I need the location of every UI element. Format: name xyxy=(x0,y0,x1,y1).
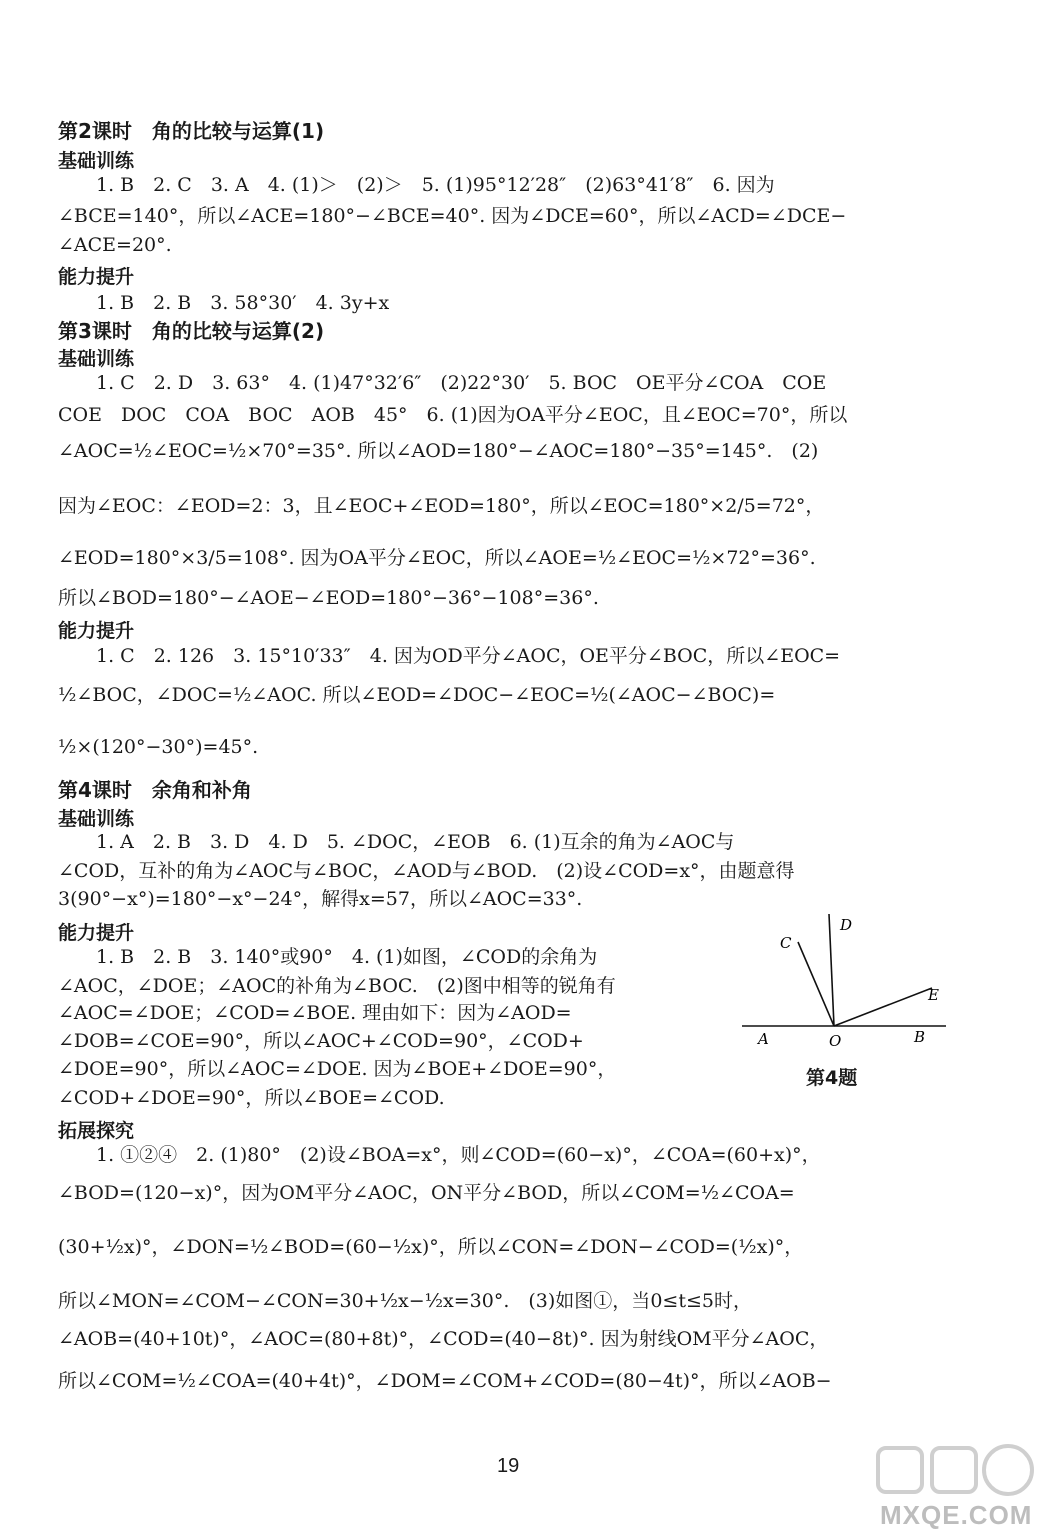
text-line: 1. ①②④ 2. (1)80° (2)设∠BOA=x°，则∠COD=(60−x)°，∠COA=(60+x)°， xyxy=(96,1144,821,1166)
text-line: ∠AOC=∠DOE；∠COD=∠BOE. 理由如下：因为∠AOD= xyxy=(58,1002,572,1024)
text-line: ∠COD+∠DOE=90°，所以∠BOE=∠COD. xyxy=(58,1087,445,1109)
text-line: COE DOC COA BOC AOB 45° 6. (1)因为OA平分∠EOC，且∠EOC=70°，所以 xyxy=(58,404,848,426)
text-line: ∠DOB=∠COE=90°，所以∠AOC+∠COD=90°，∠COD+ xyxy=(58,1030,584,1052)
label-e: E xyxy=(928,986,939,1004)
text-line: 3(90°−x°)=180°−x°−24°，解得x=57，所以∠AOC=33°. xyxy=(58,888,583,910)
ability-heading: 能力提升 xyxy=(58,266,135,288)
text-line: ∠AOB=(40+10t)°，∠AOC=(80+8t)°，∠COD=(40−8t)°. 因为射线OM平分∠AOC， xyxy=(58,1328,829,1350)
text-line: ∠ACE=20°. xyxy=(58,234,172,256)
text-line: 1. B 2. C 3. A 4. (1)＞ (2)＞ 5. (1)95°12′28″ (2)63°41′8″ 6. 因为 xyxy=(96,174,775,196)
text-line: 所以∠MON=∠COM−∠CON=30+½x−½x=30°. (3)如图①，当0≤t≤5时， xyxy=(58,1290,752,1312)
text-line: 1. C 2. D 3. 63° 4. (1)47°32′6″ (2)22°30′ 5. BOC OE平分∠COA COE xyxy=(96,372,827,394)
text-line: ½×(120°−30°)=45°. xyxy=(58,736,259,758)
label-b: B xyxy=(914,1028,926,1046)
text-line: ∠BCE=140°，所以∠ACE=180°−∠BCE=40°. 因为∠DCE=60°，所以∠ACD=∠DCE− xyxy=(58,205,847,227)
expand-explore-heading: 拓展探究 xyxy=(58,1120,135,1142)
lesson-3-title: 第3课时 角的比较与运算(2) xyxy=(58,319,325,343)
figure-caption: 第4题 xyxy=(806,1067,858,1089)
text-line: (30+½x)°，∠DON=½∠BOD=(60−½x)°，所以∠CON=∠DON−∠COD=(½x)°， xyxy=(58,1236,804,1258)
text-line: ½∠BOC，∠DOC=½∠AOC. 所以∠EOD=∠DOC−∠EOC=½(∠AOC−∠BOC)= xyxy=(58,684,776,706)
label-c: C xyxy=(780,934,792,952)
basic-training-heading: 基础训练 xyxy=(58,150,135,172)
text-line: ∠AOC=½∠EOC=½×70°=35°. 所以∠AOD=180°−∠AOC=180°−35°=145°. (2) xyxy=(58,440,819,462)
text-line: 1. C 2. 126 3. 15°10′33″ 4. 因为OD平分∠AOC，OE平分∠BOC，所以∠EOC= xyxy=(96,645,841,667)
text-line: 1. B 2. B 3. 58°30′ 4. 3y+x xyxy=(96,292,390,314)
label-d: D xyxy=(840,916,853,934)
basic-training-heading: 基础训练 xyxy=(58,348,135,370)
text-line: ∠DOE=90°，所以∠AOC=∠DOE. 因为∠BOE+∠DOE=90°， xyxy=(58,1058,617,1080)
text-line: ∠EOD=180°×3/5=108°. 因为OA平分∠EOC，所以∠AOE=½∠EOC=½×72°=36°. xyxy=(58,547,816,569)
watermark-text: MXQE.COM xyxy=(880,1500,1033,1530)
text-line: 所以∠COM=½∠COA=(40+4t)°，∠DOM=∠COM+∠COD=(80−4t)°，所以∠AOB− xyxy=(58,1370,832,1392)
text-line: ∠AOC，∠DOE；∠AOC的补角为∠BOC. (2)图中相等的锐角有 xyxy=(58,975,616,997)
page-number: 19 xyxy=(497,1455,520,1477)
text-line: 因为∠EOC：∠EOD=2：3，且∠EOC+∠EOD=180°，所以∠EOC=180°×2/5=72°， xyxy=(58,495,825,517)
text-line: ∠COD，互补的角为∠AOC与∠BOC，∠AOD与∠BOD. (2)设∠COD=x°，由题意得 xyxy=(58,860,795,882)
text-line: 1. B 2. B 3. 140°或90° 4. (1)如图，∠COD的余角为 xyxy=(96,946,598,968)
lesson-2-title: 第2课时 角的比较与运算(1) xyxy=(58,119,325,143)
ability-heading: 能力提升 xyxy=(58,620,135,642)
text-line: 1. A 2. B 3. D 4. D 5. ∠DOC，∠EOB 6. (1)互余的角为∠AOC与 xyxy=(96,831,735,853)
text-line: 所以∠BOD=180°−∠AOE−∠EOD=180°−36°−108°=36°. xyxy=(58,587,599,609)
text-line: ∠BOD=(120−x)°，因为OM平分∠AOC，ON平分∠BOD，所以∠COM=½∠COA= xyxy=(58,1182,795,1204)
label-a: A xyxy=(758,1030,769,1048)
lesson-4-title: 第4课时 余角和补角 xyxy=(58,778,252,802)
basic-training-heading: 基础训练 xyxy=(58,808,135,830)
label-o: O xyxy=(829,1032,842,1050)
ability-heading: 能力提升 xyxy=(58,922,135,944)
